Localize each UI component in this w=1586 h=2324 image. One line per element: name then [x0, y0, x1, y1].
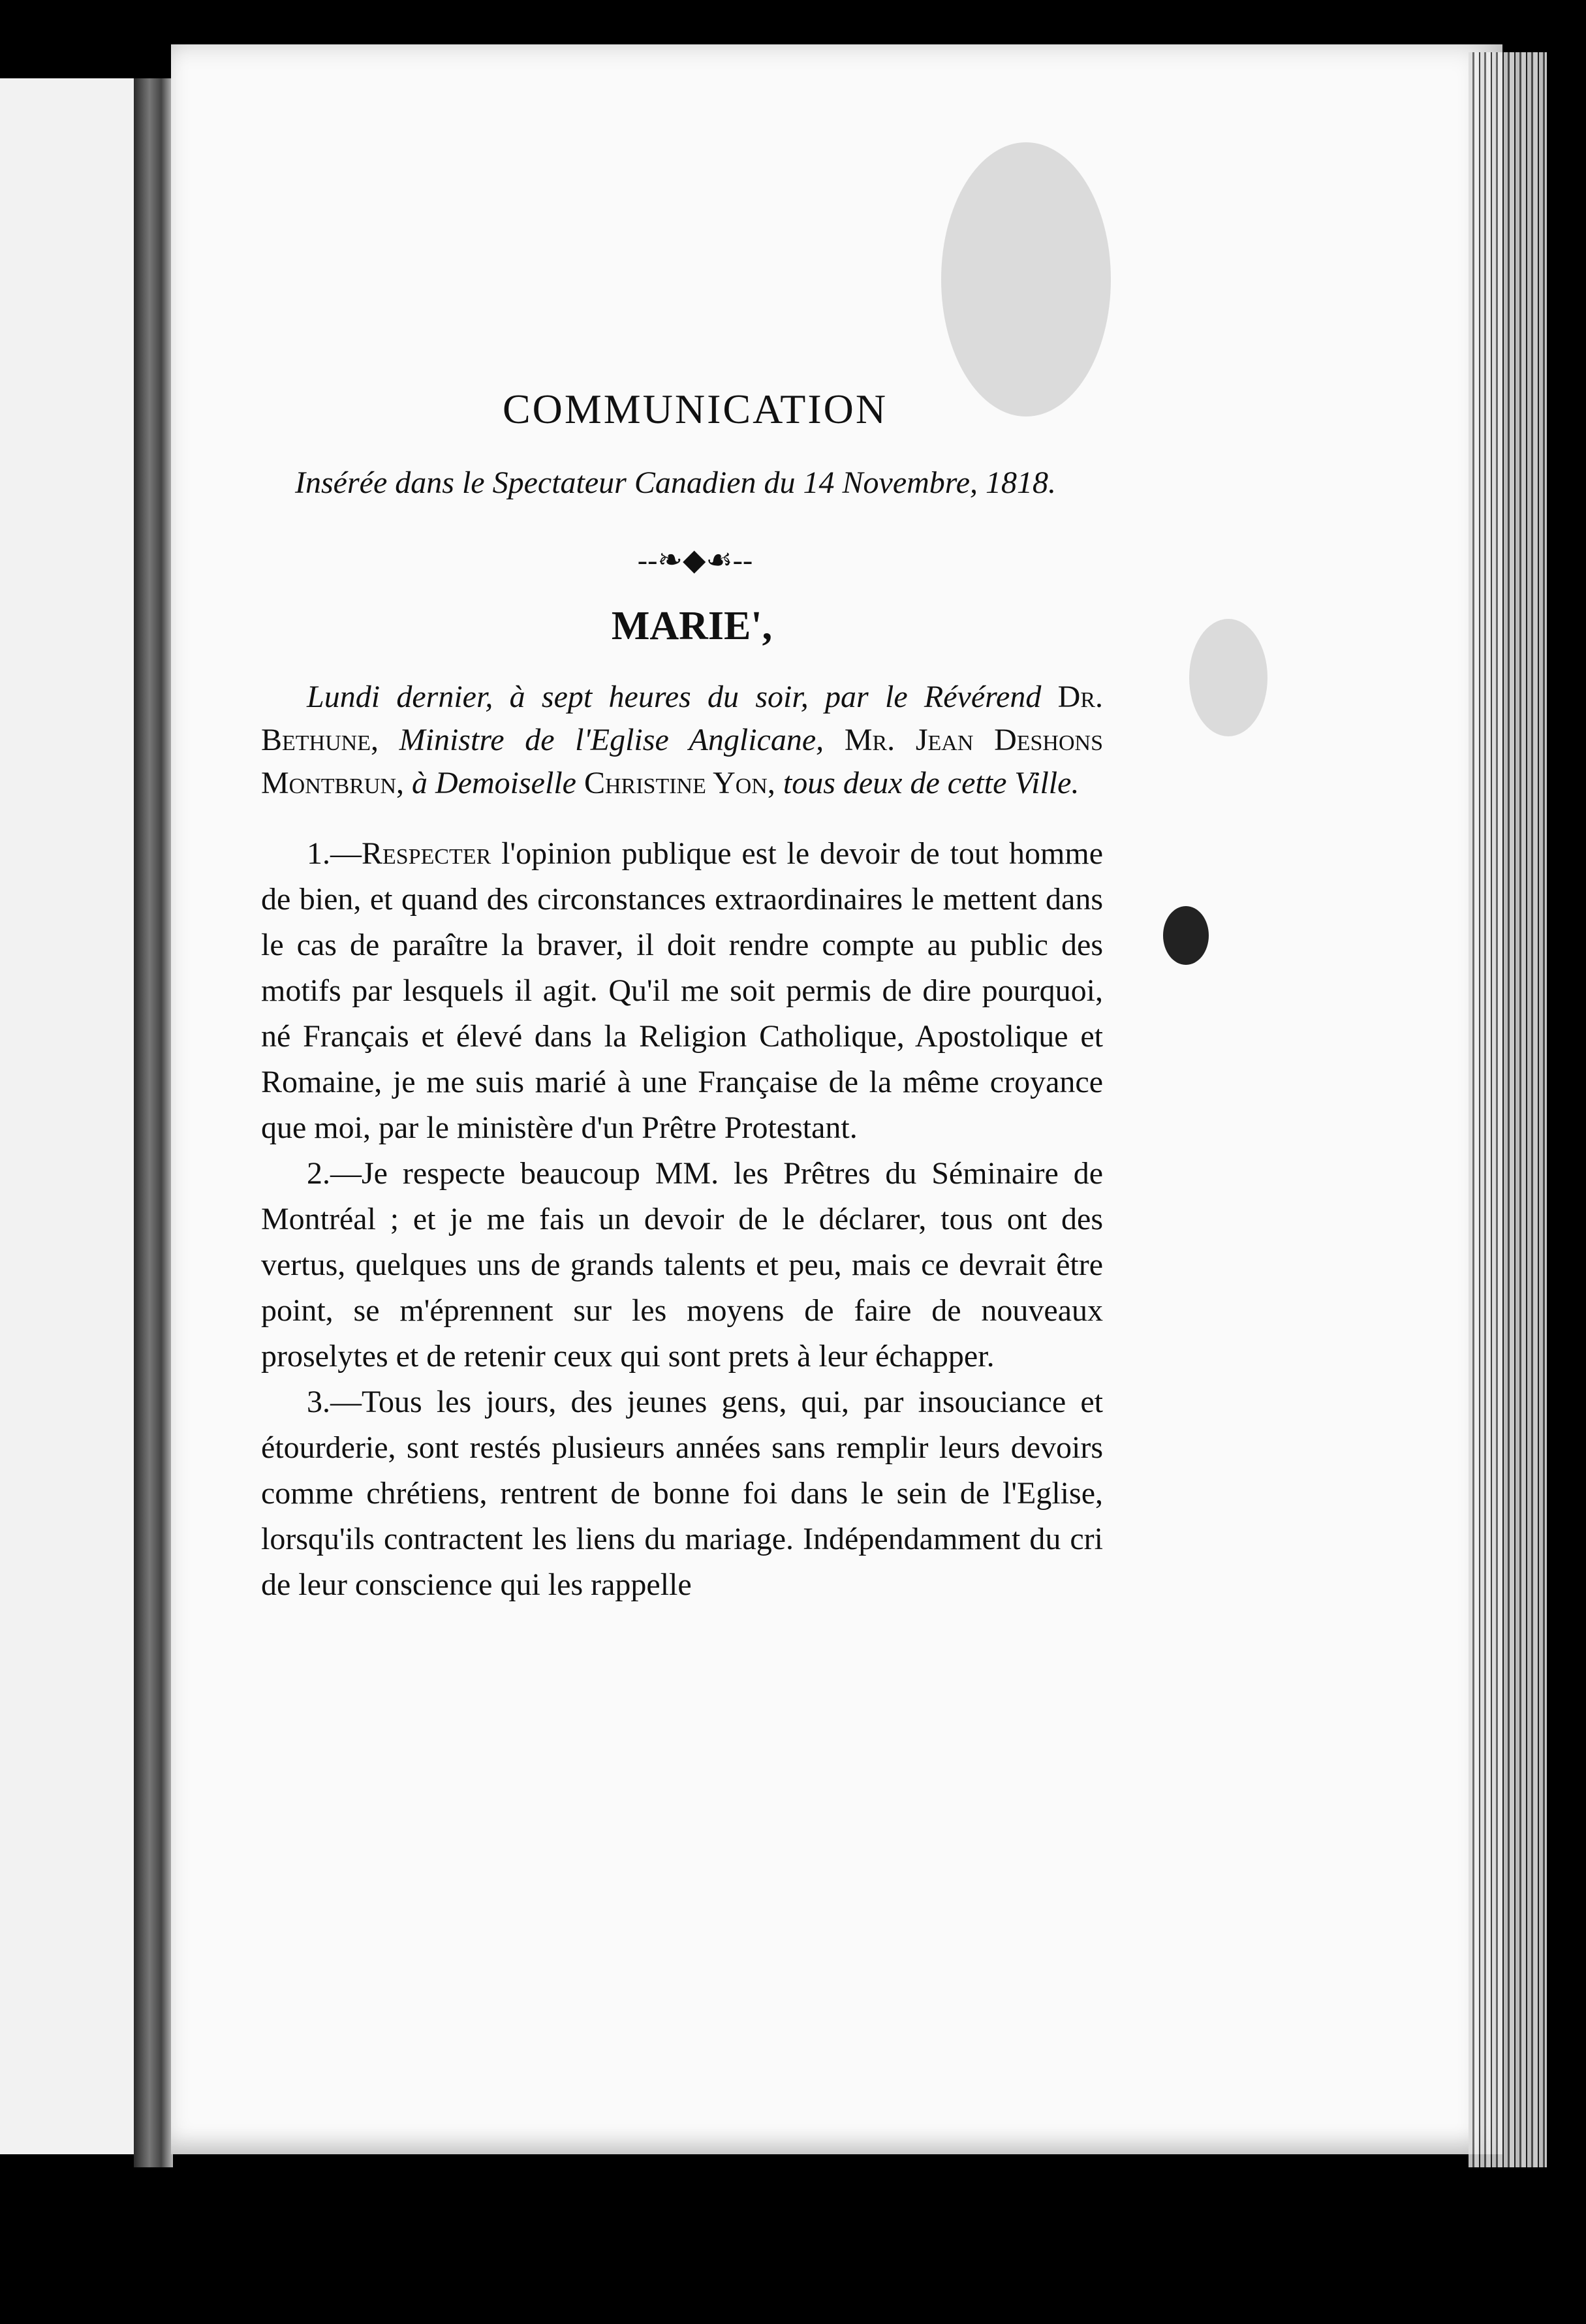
bride-name: Christine Yon,	[583, 766, 775, 800]
facing-page	[0, 78, 134, 2154]
notice-text: Ministre de l'Eglise Anglicane,	[378, 723, 845, 757]
foxing-spot	[941, 142, 1111, 416]
paragraph-2	[261, 1151, 1103, 1379]
foxing-spot	[1189, 619, 1267, 736]
paragraph-3	[261, 1379, 1103, 1608]
page-text	[261, 385, 1103, 1608]
groom-name: Mr. Jean Deshons Montbrun,	[261, 723, 1103, 800]
marriage-notice	[261, 676, 1103, 805]
paragraph-text: l'opinion publique est le devoir de tout homme de bien, et quand des circonstances extraordinaires le mettent dans le cas de paraître la braver, il doit rendre compte au public des motifs par lesquels il agit. Qu'il me soit permis de dire pourquoi, né Français et élevé dans la Religion Catholique, Apostolique et Romaine, je me suis marié à une Française de la même croyance que moi, par le ministère d'un Prêtre Protestant.	[261, 836, 1103, 1145]
paragraph-lead: 1.—Respecter	[307, 836, 491, 871]
notice-text: Lundi dernier, à sept heures du soir, par le Révérend	[307, 680, 1058, 714]
officiant-name: Dr. Bethune,	[261, 680, 1103, 757]
paragraph-text: respecte beaucoup MM. les Prêtres du Séminaire de Montréal ; et je me fais un devoir de le déclarer, tous ont des vertus, quelques uns de grands talents et peu, mais ce devrait être point, se m'éprennent sur les moyens de faire de nouveaux proselytes et de retenir ceux qui sont prets à leur échapper.	[261, 1156, 1103, 1374]
page-edges	[1469, 52, 1547, 2167]
paragraph-1	[261, 831, 1103, 1151]
book-gutter	[134, 78, 173, 2167]
ink-stain	[1163, 906, 1209, 965]
section-heading: MARIE',	[611, 604, 773, 648]
paragraph-text: les jours, des jeunes gens, qui, par insouciance et étourderie, sont restés plusieurs années sans remplir leurs devoirs comme chrétiens, rentrent de bonne foi dans le sein de l'Eglise, lorsqu'ils contractent les liens du mariage. Indépendamment du cri de leur conscience qui les rappelle	[261, 1385, 1103, 1602]
subtitle: Insérée dans le Spectateur Canadien du 14 Novembre, 1818.	[295, 465, 1056, 500]
paragraph-lead: 3.—Tous	[307, 1385, 422, 1419]
notice-text: à Demoiselle	[404, 766, 584, 800]
notice-text: tous deux de cette Ville.	[775, 766, 1080, 800]
page-title: COMMUNICATION	[502, 386, 888, 432]
ornament: --❧◆☙--	[637, 543, 753, 576]
paragraph-lead: 2.—Je	[307, 1156, 388, 1191]
